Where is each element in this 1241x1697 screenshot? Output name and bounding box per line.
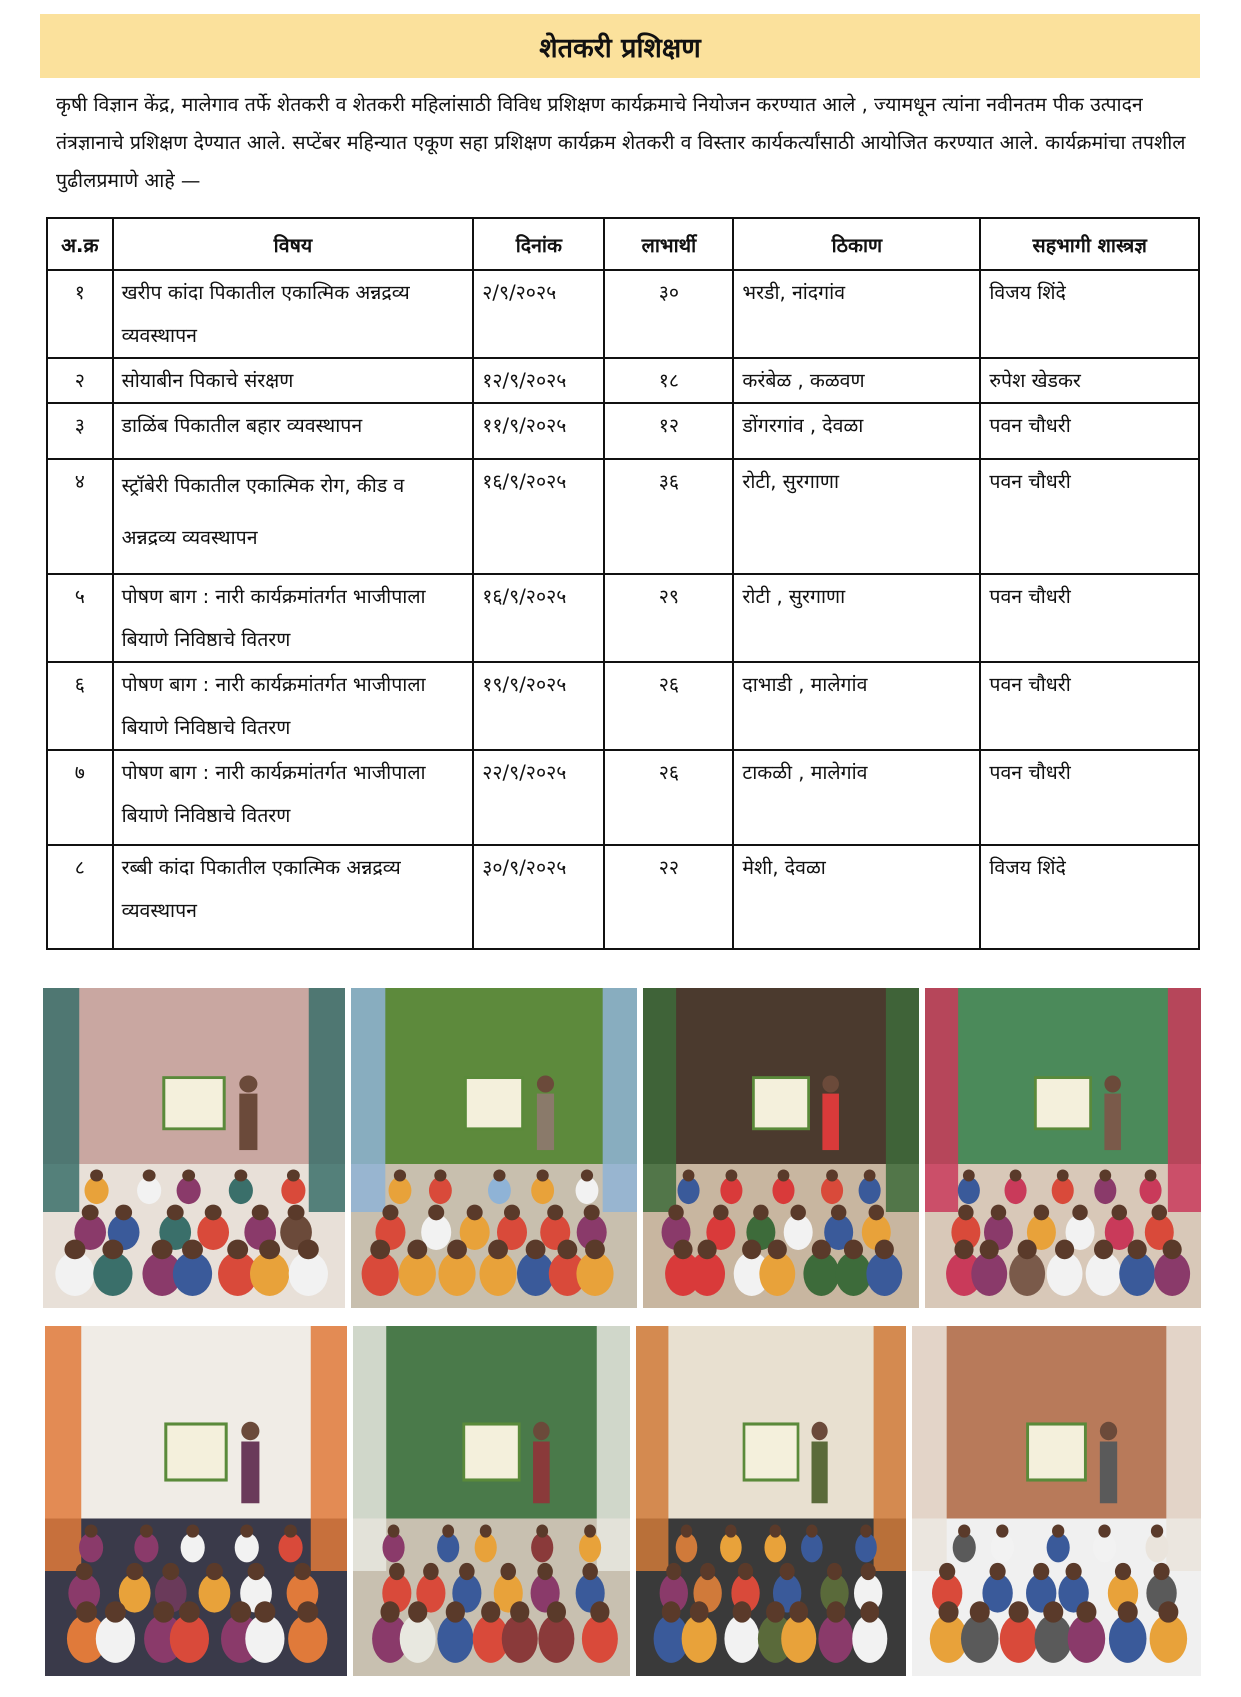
header-date: दिनांक <box>473 218 604 270</box>
training-photo-7 <box>636 1326 906 1676</box>
training-photo-4 <box>925 988 1201 1308</box>
table-row <box>47 662 1199 750</box>
header-location: ठिकाण <box>733 218 980 270</box>
cell-scientist: पवन चौधरी <box>980 750 1199 845</box>
cell-date: ३०/९/२०२५ <box>473 845 604 949</box>
cell-beneficiaries: ३६ <box>604 459 733 574</box>
cell-subject: पोषण बाग : नारी कार्यक्रमांतर्गत भाजीपाला बियाणे निविष्ठाचे वितरण <box>113 574 474 662</box>
training-photo-4-image <box>925 988 1201 1308</box>
cell-subject: रब्बी कांदा पिकातील एकात्मिक अन्नद्रव्य व्यवस्थापन <box>113 845 474 949</box>
cell-date: २२/९/२०२५ <box>473 750 604 845</box>
cell-beneficiaries: २६ <box>604 662 733 750</box>
cell-scientist: रुपेश खेडकर <box>980 358 1199 403</box>
training-photo-5-image <box>45 1326 347 1676</box>
table-row <box>47 403 1199 459</box>
cell-scientist: पवन चौधरी <box>980 574 1199 662</box>
cell-subject: स्ट्रॉबेरी पिकातील एकात्मिक रोग, कीड व अन्नद्रव्य व्यवस्थापन <box>113 459 474 574</box>
cell-sr-no: ८ <box>47 845 113 949</box>
cell-beneficiaries: २९ <box>604 574 733 662</box>
training-photo-3 <box>643 988 919 1308</box>
cell-location: दाभाडी , मालेगांव <box>733 662 980 750</box>
training-photo-7-image <box>636 1326 906 1676</box>
table-row <box>47 574 1199 662</box>
header-beneficiaries: लाभार्थी <box>604 218 733 270</box>
table-row <box>47 358 1199 403</box>
training-photo-2-image <box>351 988 637 1308</box>
cell-sr-no: ७ <box>47 750 113 845</box>
cell-location: डोंगरगांव , देवळा <box>733 403 980 459</box>
cell-scientist: पवन चौधरी <box>980 662 1199 750</box>
table-row <box>47 750 1199 845</box>
cell-sr-no: ५ <box>47 574 113 662</box>
cell-subject: खरीप कांदा पिकातील एकात्मिक अन्नद्रव्य व्यवस्थापन <box>113 270 474 358</box>
cell-sr-no: २ <box>47 358 113 403</box>
cell-sr-no: १ <box>47 270 113 358</box>
table-row <box>47 270 1199 358</box>
training-photo-1 <box>43 988 345 1308</box>
cell-beneficiaries: १२ <box>604 403 733 459</box>
cell-sr-no: ६ <box>47 662 113 750</box>
cell-subject: पोषण बाग : नारी कार्यक्रमांतर्गत भाजीपाला बियाणे निविष्ठाचे वितरण <box>113 662 474 750</box>
cell-date: २/९/२०२५ <box>473 270 604 358</box>
training-photo-8-image <box>912 1326 1201 1676</box>
cell-beneficiaries: २२ <box>604 845 733 949</box>
training-photo-2 <box>351 988 637 1308</box>
cell-beneficiaries: ३० <box>604 270 733 358</box>
cell-scientist: विजय शिंदे <box>980 845 1199 949</box>
page-title: शेतकरी प्रशिक्षण <box>539 32 701 64</box>
cell-date: ११/९/२०२५ <box>473 403 604 459</box>
header-scientist: सहभागी शास्त्रज्ञ <box>980 218 1199 270</box>
cell-beneficiaries: १८ <box>604 358 733 403</box>
cell-location: मेशी, देवळा <box>733 845 980 949</box>
training-photo-1-image <box>43 988 345 1308</box>
cell-sr-no: ४ <box>47 459 113 574</box>
cell-location: भरडी, नांदगांव <box>733 270 980 358</box>
cell-date: १९/९/२०२५ <box>473 662 604 750</box>
table-row <box>47 459 1199 574</box>
training-table <box>46 217 1200 950</box>
cell-scientist: पवन चौधरी <box>980 403 1199 459</box>
cell-subject: सोयाबीन पिकाचे संरक्षण <box>113 358 474 403</box>
training-photo-3-image <box>643 988 919 1308</box>
title-band <box>40 14 1200 78</box>
cell-sr-no: ३ <box>47 403 113 459</box>
cell-beneficiaries: २६ <box>604 750 733 845</box>
cell-scientist: पवन चौधरी <box>980 459 1199 574</box>
cell-location: टाकळी , मालेगांव <box>733 750 980 845</box>
training-photo-8 <box>912 1326 1201 1676</box>
cell-subject: डाळिंब पिकातील बहार व्यवस्थापन <box>113 403 474 459</box>
training-photo-6 <box>353 1326 630 1676</box>
cell-subject: पोषण बाग : नारी कार्यक्रमांतर्गत भाजीपाला बियाणे निविष्ठाचे वितरण <box>113 750 474 845</box>
header-sr-no: अ.क्र <box>47 218 113 270</box>
cell-date: १६/९/२०२५ <box>473 574 604 662</box>
intro-paragraph: कृषी विज्ञान केंद्र, मालेगाव तर्फे शेतकरी व शेतकरी महिलांसाठी विविध प्रशिक्षण कार्यक्रमाचे नियोजन करण्यात आले , ज्यामधून त्यांना नवीनतम पीक उत्पादन तंत्रज्ञानाचे प्रशिक्षण देण्यात आले. सप्टेंबर महिन्यात एकूण सहा प्रशिक्षण कार्यक्रम शेतकरी व विस्तार कार्यकर्त्यांसाठी आयोजित करण्यात आले. कार्यक्रमांचा तपशील पुढीलप्रमाणे आहे — <box>56 93 1186 192</box>
header-subject: विषय <box>113 218 474 270</box>
training-photo-6-image <box>353 1326 630 1676</box>
cell-location: करंबेळ , कळवण <box>733 358 980 403</box>
cell-date: १६/९/२०२५ <box>473 459 604 574</box>
table-row <box>47 845 1199 949</box>
photo-gallery <box>43 988 1203 1683</box>
cell-scientist: विजय शिंदे <box>980 270 1199 358</box>
cell-location: रोटी , सुरगाणा <box>733 574 980 662</box>
table-header-row <box>47 218 1199 270</box>
training-photo-5 <box>45 1326 347 1676</box>
cell-date: १२/९/२०२५ <box>473 358 604 403</box>
cell-location: रोटी, सुरगाणा <box>733 459 980 574</box>
